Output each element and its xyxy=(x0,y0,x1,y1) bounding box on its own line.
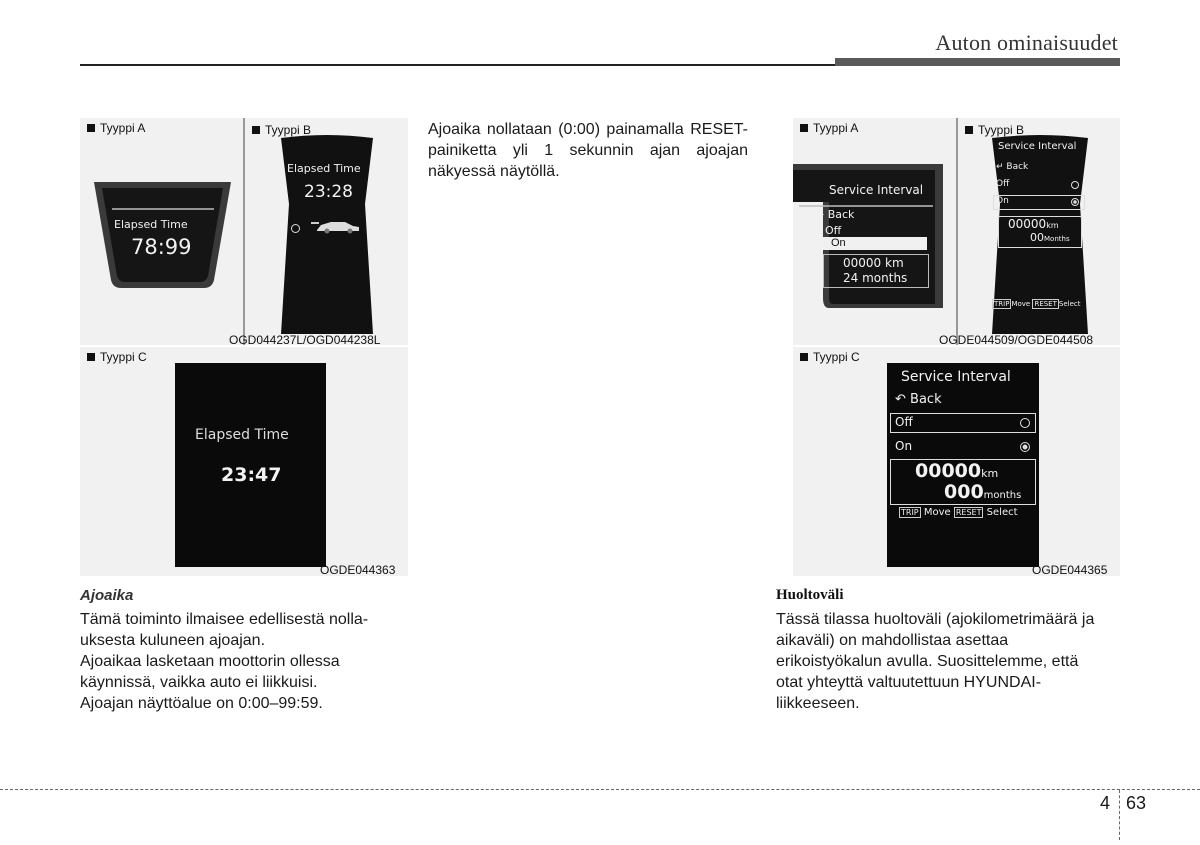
chapter-number: 4 xyxy=(1100,793,1111,813)
elapsed-time-title: Elapsed Time xyxy=(195,427,289,443)
months-setting: 00Months xyxy=(1030,231,1070,244)
type-c-label: Tyyppi C xyxy=(87,350,147,364)
running-header: Auton ominaisuudet xyxy=(935,30,1118,55)
clock-icon xyxy=(291,224,300,233)
service-interval-title: Service Interval xyxy=(829,183,924,197)
elapsed-time-value: 23:28 xyxy=(304,182,353,202)
back-arrow-icon: ← xyxy=(815,208,828,221)
off-menu-item: Off xyxy=(996,179,1010,189)
footer-rule xyxy=(0,789,1200,790)
type-a-label: Tyyppi A xyxy=(800,121,858,135)
header-rule xyxy=(80,64,835,66)
off-radio-icon xyxy=(1071,181,1079,189)
header-accent-bar xyxy=(835,58,1120,66)
months-setting: 24 months xyxy=(843,271,908,285)
image-code: OGDE044509/OGDE044508 xyxy=(939,333,1094,347)
on-menu-item: On xyxy=(996,196,1009,206)
reset-paragraph: Ajoaika nollataan (0:00) painamalla RESET-painiketta yli 1 sekunnin ajan ajoajan näkyessä näytöllä. xyxy=(428,121,748,180)
elapsed-time-value: 23:47 xyxy=(221,464,282,486)
back-menu-item: ← Back xyxy=(815,208,855,221)
off-radio-icon xyxy=(1020,418,1030,428)
figure-divider xyxy=(243,118,245,345)
months-setting: 000months xyxy=(944,481,1022,503)
on-menu-item: On xyxy=(895,439,913,453)
elapsed-time-value: 78:99 xyxy=(131,235,192,259)
image-code: OGDE044365 xyxy=(1032,563,1108,577)
section-title-ajoaika: Ajoaika xyxy=(80,587,134,604)
off-menu-item: Off xyxy=(895,415,913,429)
type-b-label: Tyyppi B xyxy=(252,123,311,137)
ajoaika-paragraph-3: Ajoajan näyttöalue on 0:00–99:59. xyxy=(80,695,323,712)
section-title-huoltovali: Huoltoväli xyxy=(776,587,844,603)
figure-service-type-b xyxy=(958,118,1120,345)
page-number-divider xyxy=(1119,790,1120,840)
figure-elapsed-type-a xyxy=(80,118,243,345)
image-code: OGD044237L/OGD044238L xyxy=(229,333,381,347)
ajoaika-paragraph-2: Ajoaikaa lasketaan moottorin ollessa käynnissä, vaikka auto ei liikkuisi. xyxy=(80,653,340,691)
back-menu-item: ↶ Back xyxy=(895,392,942,407)
on-menu-item: On xyxy=(831,237,846,249)
figure-elapsed-type-b xyxy=(245,118,408,345)
on-radio-icon xyxy=(1020,442,1030,452)
elapsed-time-title: Elapsed Time xyxy=(114,218,188,231)
car-icon xyxy=(315,218,361,234)
elapsed-time-title: Elapsed Time xyxy=(287,162,361,175)
type-c-label: Tyyppi C xyxy=(800,350,860,364)
figure-elapsed-type-c xyxy=(80,347,408,576)
service-footer-hint: TRIP Move RESET Select xyxy=(901,507,1018,518)
image-code: OGDE044363 xyxy=(320,563,396,577)
service-interval-title: Service Interval xyxy=(998,141,1077,152)
figure-divider xyxy=(956,118,958,345)
km-setting: 00000 km xyxy=(843,256,904,270)
figure-service-type-c xyxy=(793,347,1120,576)
type-a-label: Tyyppi A xyxy=(87,121,145,135)
type-b-label: Tyyppi B xyxy=(965,123,1024,137)
page-number: 63 xyxy=(1126,793,1147,813)
back-arrow-icon: ↶ xyxy=(895,392,911,407)
service-footer-hint: TRIP Move RESET Select xyxy=(994,300,1081,308)
figure-service-type-a xyxy=(793,118,956,345)
on-radio-icon xyxy=(1071,198,1079,206)
off-menu-item: Off xyxy=(825,224,842,237)
huoltovali-paragraph: Tässä tilassa huoltoväli (ajokilometrimäärä ja aikaväli) on mahdollistaa asettaa erikoistyökalun avulla. Suosittelemme, että otat yhteyttä valtuutettuun HYUNDAI-liikkeeseen. xyxy=(776,611,1095,712)
ajoaika-paragraph-1: Tämä toiminto ilmaisee edellisestä nolla-uksesta kuluneen ajoajan. xyxy=(80,611,369,649)
km-setting: 00000km xyxy=(915,460,999,482)
km-setting: 00000km xyxy=(1008,217,1059,231)
service-interval-title: Service Interval xyxy=(901,369,1011,385)
back-menu-item: ↵ Back xyxy=(996,162,1029,172)
back-arrow-icon: ↵ xyxy=(996,162,1007,172)
